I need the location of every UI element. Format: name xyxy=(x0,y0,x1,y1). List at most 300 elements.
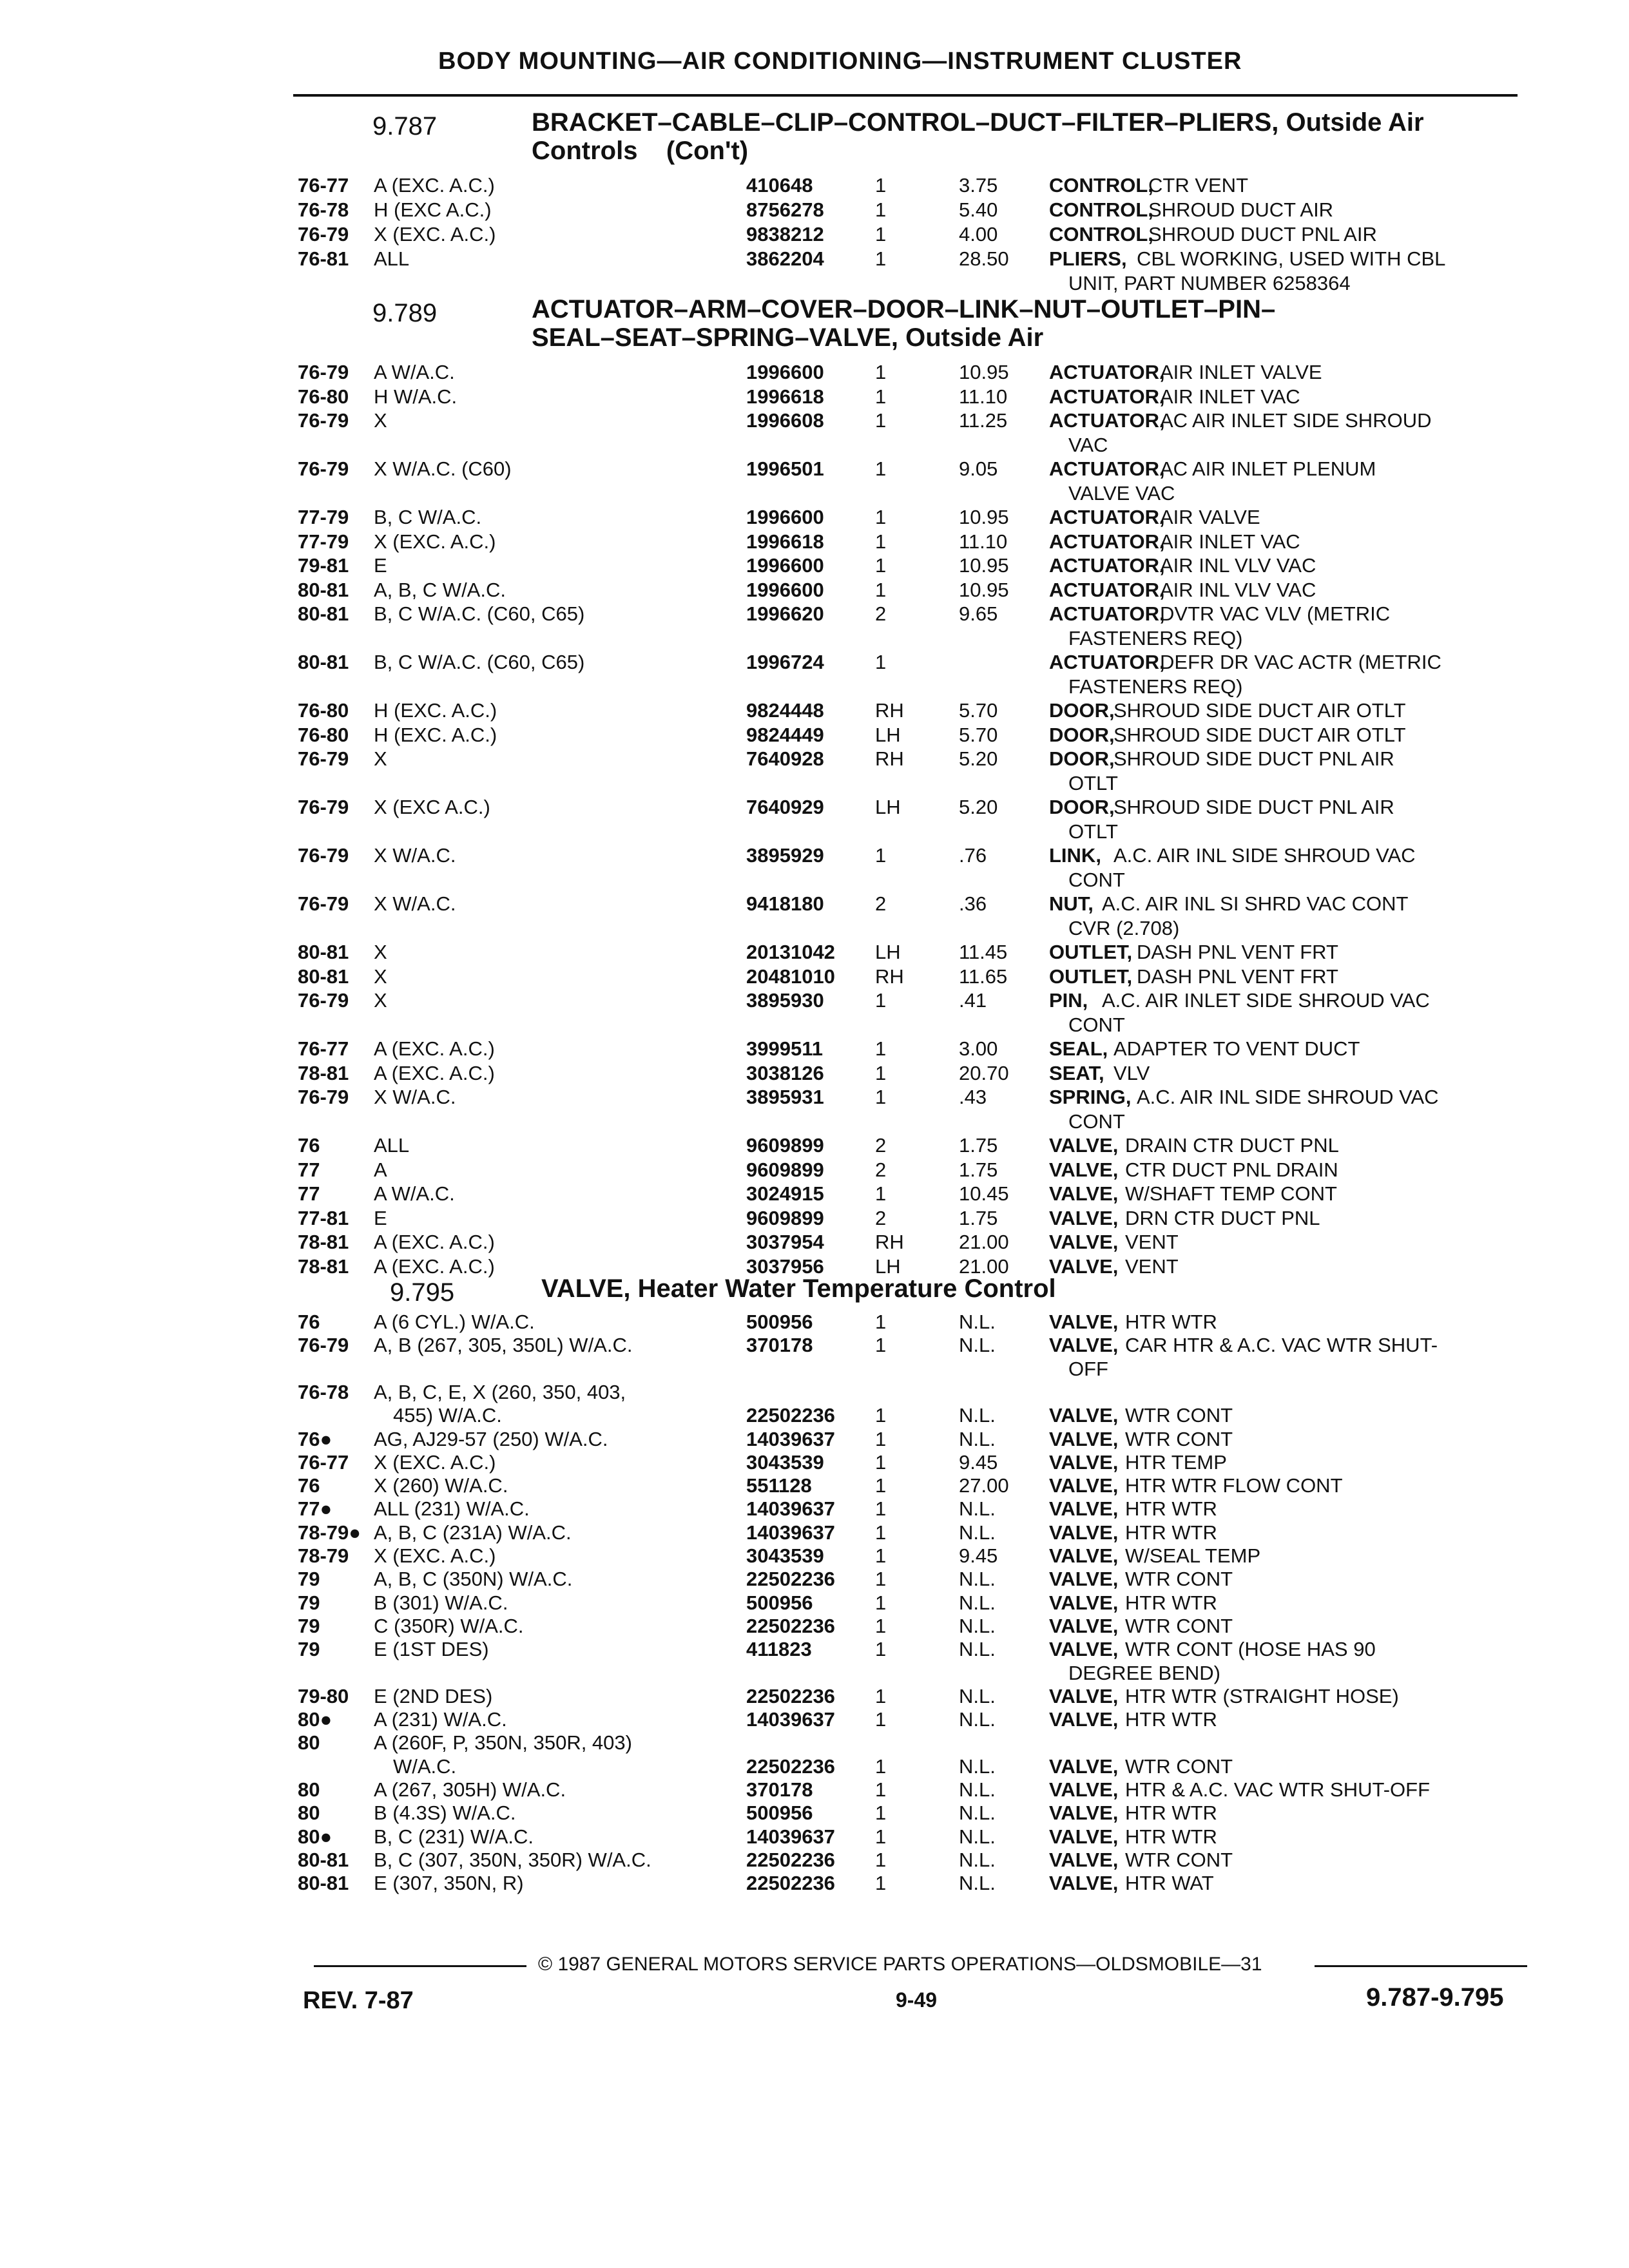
header-divider xyxy=(293,94,1518,97)
quantity: 1 xyxy=(875,174,887,197)
part-description-continued: CVR (2.708) xyxy=(1068,917,1180,939)
quantity: 1 xyxy=(875,1708,887,1731)
part-description: CBL WORKING, USED WITH CBL xyxy=(1137,247,1446,270)
quantity: 2 xyxy=(875,1134,887,1157)
part-description: HTR WTR xyxy=(1125,1708,1217,1731)
part-name: VALVE, xyxy=(1049,1638,1119,1660)
model-years: 80-81 xyxy=(298,1872,349,1894)
model-years: 79 xyxy=(298,1638,320,1660)
price: 5.40 xyxy=(959,198,998,221)
part-name: CONTROL, xyxy=(1049,174,1153,197)
applicable-models: B, C (307, 350N, 350R) W/A.C. xyxy=(374,1849,651,1871)
part-row xyxy=(0,602,1629,627)
part-row xyxy=(0,1708,1629,1733)
part-name: VALVE, xyxy=(1049,1685,1119,1707)
part-row xyxy=(0,1825,1629,1850)
part-number: 14039637 xyxy=(746,1428,835,1450)
part-row xyxy=(0,1231,1629,1255)
model-years: 76-78 xyxy=(298,198,349,221)
quantity: 1 xyxy=(875,1755,887,1778)
part-name: VALVE, xyxy=(1049,1182,1119,1205)
part-name: SEAL, xyxy=(1049,1037,1108,1060)
part-number: 1996501 xyxy=(746,457,824,480)
quantity: RH xyxy=(875,699,904,722)
part-name: VALVE, xyxy=(1049,1708,1119,1731)
applicable-models: A W/A.C. xyxy=(374,1182,455,1205)
part-row xyxy=(0,1685,1629,1709)
price: 11.10 xyxy=(959,530,1008,553)
applicable-models-continued: 455) W/A.C. xyxy=(393,1404,502,1427)
part-name: ACTUATOR, xyxy=(1049,457,1165,480)
part-number: 500956 xyxy=(746,1311,813,1333)
applicable-models: X W/A.C. xyxy=(374,844,456,867)
model-years: 80● xyxy=(298,1825,333,1848)
applicable-models: A, B, C (350N) W/A.C. xyxy=(374,1568,573,1590)
quantity: RH xyxy=(875,1231,904,1253)
part-description: AIR INLET VAC xyxy=(1160,530,1300,553)
price: .43 xyxy=(959,1086,987,1108)
part-number: 9824448 xyxy=(746,699,824,722)
description-continuation xyxy=(0,772,1629,796)
quantity: 2 xyxy=(875,1158,887,1181)
price: N.L. xyxy=(959,1638,996,1660)
part-number: 22502236 xyxy=(746,1568,835,1590)
part-row xyxy=(0,1062,1629,1086)
model-years: 76-78 xyxy=(298,1381,349,1403)
applicable-models: A (231) W/A.C. xyxy=(374,1708,507,1731)
model-years: 77 xyxy=(298,1158,320,1181)
part-row xyxy=(0,1086,1629,1110)
model-years: 80 xyxy=(298,1731,320,1754)
quantity: 2 xyxy=(875,602,887,625)
applicable-models: X (EXC. A.C.) xyxy=(374,1544,496,1567)
part-number: 14039637 xyxy=(746,1708,835,1731)
part-name: PLIERS, xyxy=(1049,247,1127,270)
part-description: WTR CONT xyxy=(1125,1849,1233,1871)
applicable-models: A xyxy=(374,1158,387,1181)
part-number: 9609899 xyxy=(746,1207,824,1229)
applicable-models: X xyxy=(374,989,387,1012)
part-number: 1996620 xyxy=(746,602,824,625)
part-name: ACTUATOR, xyxy=(1049,506,1165,528)
part-number: 410648 xyxy=(746,174,813,197)
part-row xyxy=(0,530,1629,555)
applicable-models: E (307, 350N, R) xyxy=(374,1872,524,1894)
applicable-models: C (350R) W/A.C. xyxy=(374,1615,524,1637)
part-description: HTR WTR xyxy=(1125,1825,1217,1848)
part-number: 3862204 xyxy=(746,247,824,270)
part-number: 1996608 xyxy=(746,409,824,432)
page-footer xyxy=(0,1946,1629,2017)
quantity: 1 xyxy=(875,1544,887,1567)
model-years: 76-80 xyxy=(298,724,349,746)
part-description: W/SEAL TEMP xyxy=(1125,1544,1261,1567)
part-row xyxy=(0,361,1629,385)
price: 27.00 xyxy=(959,1474,1009,1497)
part-description: SHROUD SIDE DUCT PNL AIR xyxy=(1113,747,1394,770)
part-row xyxy=(0,579,1629,603)
price: N.L. xyxy=(959,1708,996,1731)
part-row xyxy=(0,1591,1629,1616)
part-number: 1996600 xyxy=(746,361,824,383)
part-number: 370178 xyxy=(746,1334,813,1356)
part-row xyxy=(0,1428,1629,1452)
model-years: 77-79 xyxy=(298,506,349,528)
price: 1.75 xyxy=(959,1134,998,1157)
part-row xyxy=(0,1158,1629,1183)
price: N.L. xyxy=(959,1311,996,1333)
description-continuation xyxy=(0,482,1629,506)
price: 10.45 xyxy=(959,1182,1009,1205)
section-number: 9.795 xyxy=(390,1278,455,1307)
quantity: LH xyxy=(875,941,901,963)
part-number: 9824449 xyxy=(746,724,824,746)
part-number: 22502236 xyxy=(746,1615,835,1637)
part-name: OUTLET, xyxy=(1049,965,1133,988)
applicable-models: X xyxy=(374,409,387,432)
quantity: 1 xyxy=(875,554,887,577)
quantity: LH xyxy=(875,796,901,818)
part-name: SEAT, xyxy=(1049,1062,1104,1084)
part-description: HTR WTR xyxy=(1125,1802,1217,1824)
part-name: DOOR, xyxy=(1049,699,1115,722)
part-row xyxy=(0,457,1629,482)
part-number: 500956 xyxy=(746,1802,813,1824)
price: N.L. xyxy=(959,1334,996,1356)
part-number: 9418180 xyxy=(746,892,824,915)
part-description-continued: FASTENERS REQ) xyxy=(1068,627,1243,649)
applicable-models: A, B, C W/A.C. xyxy=(374,579,506,601)
quantity: 1 xyxy=(875,1182,887,1205)
quantity: 1 xyxy=(875,223,887,245)
part-description: HTR WTR (STRAIGHT HOSE) xyxy=(1125,1685,1399,1707)
part-description: DRN CTR DUCT PNL xyxy=(1125,1207,1320,1229)
applicable-models: X W/A.C. xyxy=(374,892,456,915)
part-row xyxy=(0,965,1629,990)
part-number: 1996600 xyxy=(746,579,824,601)
part-name: OUTLET, xyxy=(1049,941,1133,963)
applicable-models: A (EXC. A.C.) xyxy=(374,1062,495,1084)
part-number: 7640929 xyxy=(746,796,824,818)
part-description: DRAIN CTR DUCT PNL xyxy=(1125,1134,1339,1157)
quantity: 1 xyxy=(875,1591,887,1614)
part-row xyxy=(0,1334,1629,1358)
quantity: 2 xyxy=(875,1207,887,1229)
part-row xyxy=(0,1037,1629,1062)
part-description: WTR CONT xyxy=(1125,1404,1233,1427)
price: 9.45 xyxy=(959,1544,998,1567)
part-description: AIR INL VLV VAC xyxy=(1160,554,1316,577)
description-continuation xyxy=(0,1014,1629,1038)
applicable-models: A, B, C (231A) W/A.C. xyxy=(374,1521,572,1544)
description-continuation xyxy=(0,675,1629,700)
quantity: 1 xyxy=(875,1849,887,1871)
applicable-models: X (260) W/A.C. xyxy=(374,1474,508,1497)
price: N.L. xyxy=(959,1428,996,1450)
applicable-models: A (260F, P, 350N, 350R, 403) xyxy=(374,1731,632,1754)
quantity: 1 xyxy=(875,1037,887,1060)
quantity: 1 xyxy=(875,579,887,601)
part-description: VENT xyxy=(1125,1255,1179,1278)
part-description-continued: CONT xyxy=(1068,869,1125,891)
part-row xyxy=(0,198,1629,223)
model-years: 79-81 xyxy=(298,554,349,577)
part-row xyxy=(0,247,1629,272)
model-years: 79 xyxy=(298,1615,320,1637)
description-continuation xyxy=(0,1110,1629,1135)
applicable-models: X (EXC. A.C.) xyxy=(374,530,496,553)
part-row xyxy=(0,1381,1629,1405)
applicable-models: B, C W/A.C. (C60, C65) xyxy=(374,602,585,625)
quantity: 1 xyxy=(875,361,887,383)
price: .41 xyxy=(959,989,987,1012)
quantity: 1 xyxy=(875,385,887,408)
part-name: VALVE, xyxy=(1049,1207,1119,1229)
applicable-models: ALL xyxy=(374,1134,410,1157)
price: 1.75 xyxy=(959,1207,998,1229)
part-name: VALVE, xyxy=(1049,1802,1119,1824)
price: 5.70 xyxy=(959,724,998,746)
part-description: CTR DUCT PNL DRAIN xyxy=(1125,1158,1338,1181)
part-name: VALVE, xyxy=(1049,1311,1119,1333)
applicable-models: X (EXC A.C.) xyxy=(374,796,490,818)
revision-label: REV. 7-87 xyxy=(303,1987,414,2014)
applicable-models: X xyxy=(374,747,387,770)
price: 20.70 xyxy=(959,1062,1009,1084)
model-years: 80● xyxy=(298,1708,333,1731)
part-number: 3037956 xyxy=(746,1255,824,1278)
part-name: VALVE, xyxy=(1049,1849,1119,1871)
part-description-continued: CONT xyxy=(1068,1014,1125,1036)
description-continuation xyxy=(0,1662,1629,1686)
footer-rule-right xyxy=(1315,1965,1527,1967)
model-years: 76-79 xyxy=(298,747,349,770)
part-number: 14039637 xyxy=(746,1497,835,1520)
part-row xyxy=(0,747,1629,772)
part-row xyxy=(0,1311,1629,1335)
applicable-models: X (EXC. A.C.) xyxy=(374,223,496,245)
quantity: 1 xyxy=(875,409,887,432)
part-description: ADAPTER TO VENT DUCT xyxy=(1113,1037,1360,1060)
part-name: VALVE, xyxy=(1049,1591,1119,1614)
quantity: 2 xyxy=(875,892,887,915)
price: 3.00 xyxy=(959,1037,998,1060)
description-continuation xyxy=(0,434,1629,458)
quantity: RH xyxy=(875,747,904,770)
part-name: NUT, xyxy=(1049,892,1094,915)
section-subtitle: SEAL–SEAT–SPRING–VALVE, Outside Air xyxy=(532,323,1044,352)
applicable-models: A W/A.C. xyxy=(374,361,455,383)
applicable-models: X xyxy=(374,941,387,963)
model-years: 78-79 xyxy=(298,1544,349,1567)
part-number: 22502236 xyxy=(746,1849,835,1871)
section-number: 9.787 xyxy=(372,112,438,140)
part-row xyxy=(0,1778,1629,1803)
applicable-models: X W/A.C. xyxy=(374,1086,456,1108)
model-years: 76-80 xyxy=(298,699,349,722)
price: 3.75 xyxy=(959,174,998,197)
price: N.L. xyxy=(959,1521,996,1544)
quantity: RH xyxy=(875,965,904,988)
quantity: 1 xyxy=(875,844,887,867)
model-years: 76-79 xyxy=(298,1086,349,1108)
part-number: 3999511 xyxy=(746,1037,823,1060)
part-number: 1996618 xyxy=(746,530,824,553)
applicable-models: A, B, C, E, X (260, 350, 403, xyxy=(374,1381,626,1403)
part-name: SPRING, xyxy=(1049,1086,1132,1108)
part-name: VALVE, xyxy=(1049,1474,1119,1497)
model-years: 76-79 xyxy=(298,844,349,867)
part-name: VALVE, xyxy=(1049,1521,1119,1544)
part-number: 22502236 xyxy=(746,1404,835,1427)
part-description: SHROUD SIDE DUCT AIR OTLT xyxy=(1113,699,1406,722)
copyright-notice: © 1987 GENERAL MOTORS SERVICE PARTS OPERATIONS—OLDSMOBILE—31 xyxy=(538,1954,1262,1975)
part-description: VENT xyxy=(1125,1231,1179,1253)
part-name: VALVE, xyxy=(1049,1872,1119,1894)
part-description: WTR CONT xyxy=(1125,1568,1233,1590)
quantity: 1 xyxy=(875,506,887,528)
part-name: DOOR, xyxy=(1049,796,1115,818)
part-number: 22502236 xyxy=(746,1685,835,1707)
part-number: 22502236 xyxy=(746,1872,835,1894)
quantity: 1 xyxy=(875,989,887,1012)
model-years: 76-77 xyxy=(298,174,349,197)
model-years: 76-79 xyxy=(298,796,349,818)
part-name: VALVE, xyxy=(1049,1497,1119,1520)
price: 11.65 xyxy=(959,965,1008,988)
part-row xyxy=(0,1451,1629,1475)
applicable-models: B, C (231) W/A.C. xyxy=(374,1825,534,1848)
quantity: 1 xyxy=(875,1685,887,1707)
applicable-models: E xyxy=(374,554,387,577)
price: N.L. xyxy=(959,1497,996,1520)
part-row xyxy=(0,1849,1629,1873)
part-name: VALVE, xyxy=(1049,1231,1119,1253)
model-years: 79-80 xyxy=(298,1685,349,1707)
part-description: DVTR VAC VLV (METRIC xyxy=(1160,602,1391,625)
quantity: 1 xyxy=(875,1802,887,1824)
part-row xyxy=(0,223,1629,247)
part-number: 3038126 xyxy=(746,1062,824,1084)
applicable-models: A (EXC. A.C.) xyxy=(374,1037,495,1060)
price: 10.95 xyxy=(959,579,1009,601)
part-description-continued: CONT xyxy=(1068,1110,1125,1133)
model-years: 76-79 xyxy=(298,223,349,245)
price: 10.95 xyxy=(959,506,1009,528)
part-number: 3043539 xyxy=(746,1451,824,1474)
part-row xyxy=(0,1731,1629,1756)
applicable-models: E xyxy=(374,1207,387,1229)
price: 10.95 xyxy=(959,554,1009,577)
quantity: 1 xyxy=(875,1825,887,1848)
part-row xyxy=(0,1474,1629,1499)
price: 4.00 xyxy=(959,223,998,245)
quantity: 1 xyxy=(875,1615,887,1637)
part-description-continued: UNIT, PART NUMBER 6258364 xyxy=(1068,272,1351,294)
part-name: VALVE, xyxy=(1049,1755,1119,1778)
part-description: HTR WTR xyxy=(1125,1521,1217,1544)
price: 5.20 xyxy=(959,747,998,770)
part-description: DEFR DR VAC ACTR (METRIC xyxy=(1160,651,1441,673)
quantity: 1 xyxy=(875,1451,887,1474)
applicable-models: B (301) W/A.C. xyxy=(374,1591,508,1614)
quantity: 1 xyxy=(875,1521,887,1544)
part-description-continued: OTLT xyxy=(1068,820,1118,843)
model-years: 76 xyxy=(298,1311,320,1333)
part-row xyxy=(0,844,1629,869)
part-description: WTR CONT xyxy=(1125,1428,1233,1450)
part-description: HTR TEMP xyxy=(1125,1451,1227,1474)
price: 10.95 xyxy=(959,361,1009,383)
page-title: BODY MOUNTING—AIR CONDITIONING—INSTRUMENT CLUSTER xyxy=(438,48,1242,75)
section-title: ACTUATOR–ARM–COVER–DOOR–LINK–NUT–OUTLET–PIN– xyxy=(532,295,1276,323)
part-number: 1996600 xyxy=(746,506,824,528)
model-years: 76● xyxy=(298,1428,333,1450)
part-number: 9838212 xyxy=(746,223,824,245)
part-row xyxy=(0,409,1629,434)
page-number: 9-49 xyxy=(896,1988,938,2012)
price: 5.20 xyxy=(959,796,998,818)
price: N.L. xyxy=(959,1849,996,1871)
part-name: DOOR, xyxy=(1049,724,1115,746)
description-continuation xyxy=(0,917,1629,941)
price: N.L. xyxy=(959,1778,996,1801)
part-description: DASH PNL VENT FRT xyxy=(1137,965,1338,988)
part-name: VALVE, xyxy=(1049,1158,1119,1181)
model-years: 77 xyxy=(298,1182,320,1205)
applicable-models: A (EXC. A.C.) xyxy=(374,1231,495,1253)
section-range: 9.787-9.795 xyxy=(1366,1983,1504,2012)
applicable-models: E (2ND DES) xyxy=(374,1685,493,1707)
part-name: VALVE, xyxy=(1049,1825,1119,1848)
part-name: ACTUATOR, xyxy=(1049,409,1165,432)
price: N.L. xyxy=(959,1568,996,1590)
part-number: 3895929 xyxy=(746,844,824,867)
model-years: 80 xyxy=(298,1802,320,1824)
model-years: 76-79 xyxy=(298,361,349,383)
part-row xyxy=(0,1521,1629,1546)
part-row xyxy=(0,554,1629,579)
part-number: 1996600 xyxy=(746,554,824,577)
price: 11.25 xyxy=(959,409,1008,432)
part-number: 551128 xyxy=(746,1474,812,1497)
part-name: ACTUATOR, xyxy=(1049,385,1165,408)
part-description: SHROUD DUCT PNL AIR xyxy=(1148,223,1377,245)
price: N.L. xyxy=(959,1404,996,1427)
part-name: ACTUATOR, xyxy=(1049,579,1165,601)
part-description: SHROUD DUCT AIR xyxy=(1148,198,1334,221)
part-name: CONTROL, xyxy=(1049,198,1153,221)
part-description: HTR WTR FLOW CONT xyxy=(1125,1474,1343,1497)
price: 11.10 xyxy=(959,385,1008,408)
part-row xyxy=(0,1182,1629,1207)
model-years: 76 xyxy=(298,1474,320,1497)
part-name: VALVE, xyxy=(1049,1451,1119,1474)
part-row xyxy=(0,989,1629,1014)
model-years: 77-79 xyxy=(298,530,349,553)
quantity: 1 xyxy=(875,1474,887,1497)
applicable-models: E (1ST DES) xyxy=(374,1638,489,1660)
price: 9.05 xyxy=(959,457,998,480)
price: 5.70 xyxy=(959,699,998,722)
part-description: AIR VALVE xyxy=(1160,506,1260,528)
model-years: 78-81 xyxy=(298,1231,349,1253)
applicable-models: AG, AJ29-57 (250) W/A.C. xyxy=(374,1428,608,1450)
part-number: 1996724 xyxy=(746,651,824,673)
quantity: 1 xyxy=(875,651,887,673)
part-description: CTR VENT xyxy=(1148,174,1248,197)
quantity: 1 xyxy=(875,1334,887,1356)
